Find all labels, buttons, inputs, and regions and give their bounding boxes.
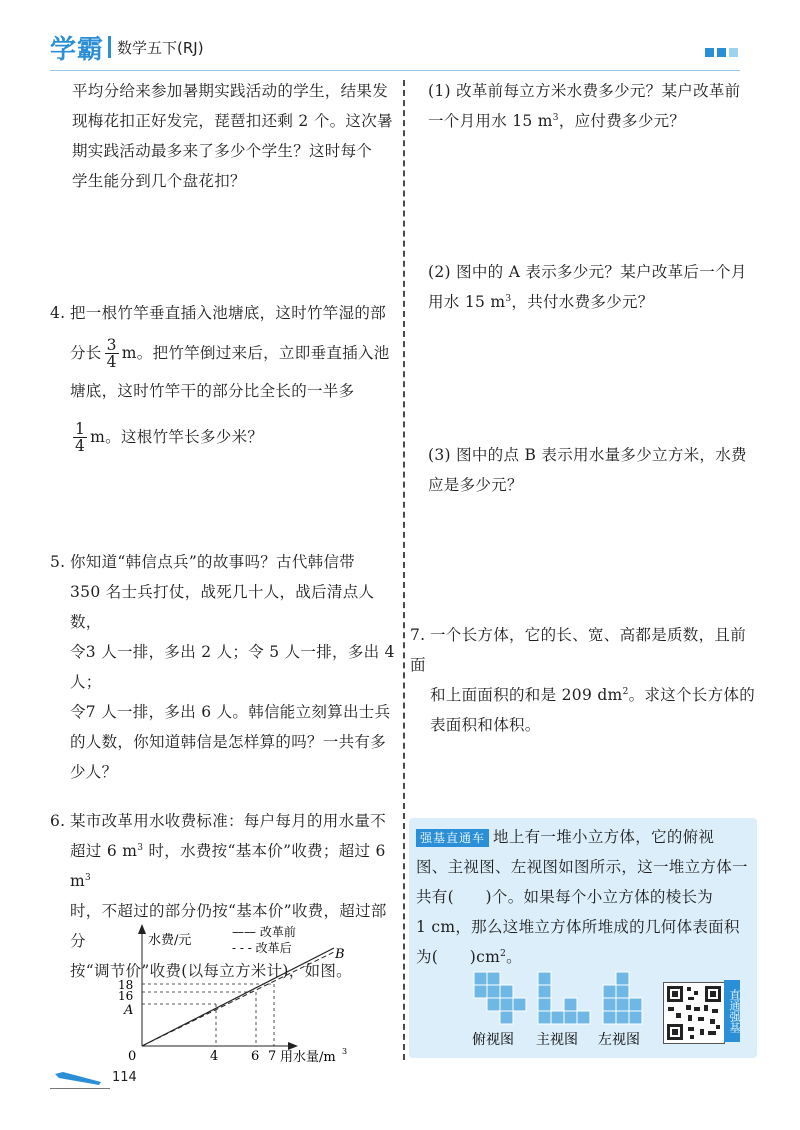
text-line: 塘底，这时竹竿干的部分比全长的一半多 <box>70 382 355 400</box>
text-segment: 时，水费按“基本价”收费；超过 6 m <box>70 842 386 890</box>
cube-views <box>470 968 660 1050</box>
text-line: 期实践活动最多来了多少个学生？这时每个 <box>72 142 373 160</box>
front-view-diagram <box>538 972 590 1024</box>
text-line: 某市改革用水收费标准：每户每月的用水量不 <box>70 812 387 830</box>
x-tick-7: 7 <box>268 1049 277 1064</box>
text-line: (3) 图中的点 B 表示用水量多少立方米，水费 <box>428 446 747 464</box>
qr-label: 直通强基 <box>724 980 740 1042</box>
text-segment: ，应付费多少元？ <box>558 112 686 130</box>
top-view-label: 俯视图 <box>472 1032 514 1048</box>
text-line: 一个长方体，它的长、宽、高都是质数，且前面 <box>410 626 747 674</box>
text-segment: ，共付水费多少元？ <box>511 293 654 311</box>
text-segment: 分长 <box>70 344 102 362</box>
question-5 <box>50 547 400 787</box>
superscript: 2 <box>500 948 507 959</box>
text-line: 把一根竹竿垂直插入池塘底，这时竹竿湿的部 <box>70 304 387 322</box>
y-axis-arrow-icon <box>138 924 146 934</box>
question-number: 7. <box>410 626 426 644</box>
text-segment: 。 <box>506 948 522 966</box>
text-segment: 用水 15 m <box>428 293 506 311</box>
sub-question-2 <box>428 257 758 317</box>
question-7 <box>410 620 760 740</box>
point-a-label: A <box>124 1003 134 1018</box>
text-line: 应是多少元？ <box>428 476 523 494</box>
text-segment: 。求这个长方体的 <box>628 686 755 704</box>
left-view-label: 左视图 <box>598 1032 640 1048</box>
brand-name: 学霸 <box>50 34 105 65</box>
x-axis-arrow-icon <box>288 1042 298 1050</box>
text-line: 令3 人一排，多出 2 人；令 5 人一排，多出 4 人； <box>70 643 395 691</box>
text-line: 平均分给来参加暑期实践活动的学生，结果发 <box>72 82 389 100</box>
text-line: 350 名士兵打仗，战死几十人，战后清点人数， <box>70 583 375 631</box>
text-line: 令7 人一排，多出 6 人。韩信能立刻算出士兵 <box>70 703 391 721</box>
header-square <box>705 48 714 57</box>
fraction-numerator: 3 <box>106 335 117 354</box>
x-axis-label: 用水量/m <box>280 1050 336 1065</box>
superscript: 3 <box>505 293 512 304</box>
x-tick-4: 4 <box>210 1049 219 1064</box>
fraction <box>73 421 87 454</box>
text-segment: 一个月用水 15 m <box>428 112 553 130</box>
question-4 <box>50 298 400 460</box>
text-segment: 为( )cm <box>416 948 501 966</box>
text-line: 共有( )个。如果每个小立方体的棱长为 <box>416 888 714 906</box>
text-line: 少人？ <box>70 763 118 781</box>
footer-rule <box>50 1088 110 1089</box>
superscript: 3 <box>552 112 559 123</box>
text-segment: 超过 6 m <box>70 842 138 860</box>
question-number: 4. <box>50 304 66 322</box>
y-axis-label: 水费/元 <box>148 933 192 948</box>
text-line: (1) 改革前每立方米水费多少元？某户改革前 <box>428 82 741 100</box>
text-line: 1 cm，那么这堆立方体所堆成的几何体表面积 <box>416 918 740 936</box>
line-after-reform <box>142 952 334 1046</box>
top-view-diagram <box>474 972 526 1024</box>
tip-tag: 强基直通车 <box>416 829 489 847</box>
x-axis-label-sup: 3 <box>342 1047 348 1056</box>
water-fee-graph <box>112 918 372 1068</box>
fraction-denominator: 4 <box>75 436 86 455</box>
qr-code[interactable] <box>663 982 725 1044</box>
text-line: 学生能分到几个盘花扣？ <box>72 172 246 190</box>
text-line: 你知道“韩信点兵”的故事吗？古代韩信带 <box>70 553 356 571</box>
y-tick-16: 16 <box>118 989 134 1003</box>
origin-label: 0 <box>128 1049 137 1064</box>
column-divider <box>403 80 405 1060</box>
question-3-continuation <box>72 76 397 196</box>
text-line: (2) 图中的 A 表示多少元？某户改革后一个月 <box>428 263 747 281</box>
point-b-label: B <box>335 947 345 962</box>
text-line: 现梅花扣正好发完，琵琶扣还剩 2 个。这次暑 <box>72 112 393 130</box>
text-segment: 和上面面积的和是 209 dm <box>430 686 623 704</box>
book-subject: 数学五下(RJ) <box>117 38 204 57</box>
legend-before: —— 改革前 <box>232 925 296 939</box>
question-number: 6. <box>50 812 66 830</box>
header-square <box>717 48 726 57</box>
text-line: 时，不超过的部分仍按“基本价”收费，超过部分 <box>70 902 387 950</box>
tip-text <box>416 822 756 972</box>
superscript: 3 <box>85 872 92 883</box>
question-number: 5. <box>50 553 66 571</box>
legend-after: - - - 改革后 <box>232 941 292 955</box>
header-separator <box>108 36 111 58</box>
superscript: 2 <box>622 686 629 697</box>
left-view-diagram <box>603 972 642 1024</box>
page-number: 114 <box>112 1070 137 1085</box>
header-square <box>729 48 738 57</box>
front-view-label: 主视图 <box>536 1032 578 1048</box>
fraction-numerator: 1 <box>75 419 86 438</box>
header-rule <box>50 70 740 71</box>
text-segment: m。这根竹竿长多少米？ <box>90 428 264 446</box>
text-line: 图、主视图、左视图如图所示，这一堆立方体一 <box>416 858 748 876</box>
text-segment: 地上有一堆小立方体，它的俯视 <box>493 828 715 846</box>
pen-icon <box>55 1072 105 1086</box>
fraction <box>105 337 119 370</box>
x-tick-6: 6 <box>251 1049 260 1064</box>
header-decoration <box>705 48 738 57</box>
text-line: 的人数，你知道韩信是怎样算的吗？一共有多 <box>70 733 387 751</box>
brand-logo <box>50 32 204 65</box>
superscript: 3 <box>137 842 144 853</box>
sub-question-3 <box>428 440 758 500</box>
sub-question-1 <box>428 76 758 136</box>
y-tick-18: 18 <box>118 978 134 992</box>
text-line: 表面积和体积。 <box>430 716 541 734</box>
text-segment: m。把竹竿倒过来后，立即垂直插入池 <box>121 344 390 362</box>
text-line: 按“调节价”收费(以每立方米计)，如图。 <box>70 962 352 980</box>
fraction-denominator: 4 <box>106 352 117 371</box>
